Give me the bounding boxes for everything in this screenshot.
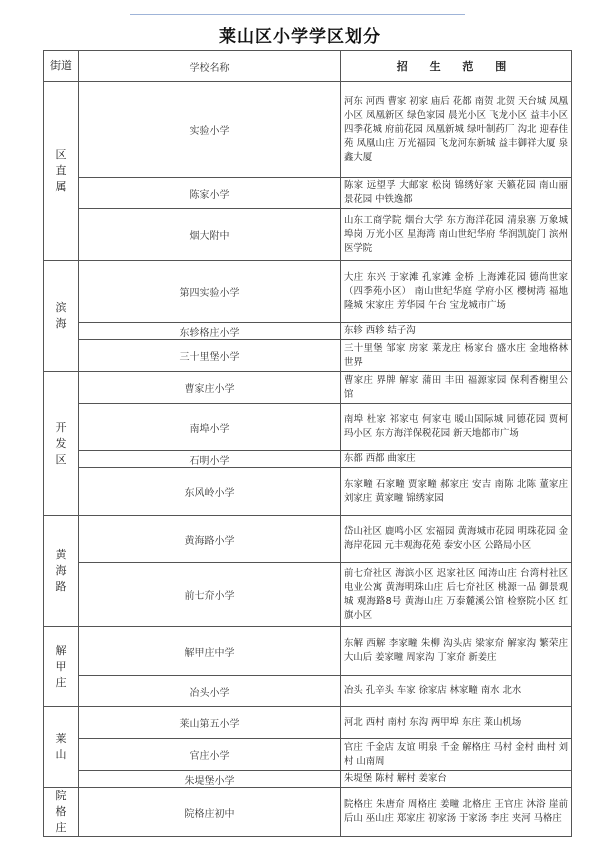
school-name: 第四实验小学 [79,261,341,323]
school-name: 院格庄初中 [79,788,341,837]
enrollment-range: 曹家庄 界牌 解家 蒲田 丰田 福源家园 保利香榭里公馆 [341,372,572,404]
school-name: 前七夼小学 [79,563,341,627]
table-row [44,739,572,771]
school-name: 南埠小学 [79,404,341,451]
table-row [44,468,572,516]
school-name: 实验小学 [79,82,341,178]
enrollment-range: 大庄 东兴 于家滩 孔家滩 金桥 上海滩花园 德尚世家（四季苑小区） 南山世纪华庭 学府小区 樱树湾 福地隆城 宋家庄 芳华园 午台 宝龙城市广场 [341,261,572,323]
district-cell [44,627,79,707]
school-name: 官庄小学 [79,739,341,771]
enrollment-range: 南埠 杜家 祁家屯 何家屯 暖山国际城 同德花园 贾柯玛小区 东方海洋保税花园 新天地都市广场 [341,404,572,451]
school-district-table [43,50,572,837]
top-rule [130,14,465,15]
table-row [44,627,572,676]
table-row [44,82,572,178]
school-name: 陈家小学 [79,178,341,209]
table-row [44,676,572,707]
table-row [44,771,572,788]
enrollment-range: 河北 西村 南村 东沟 两甲埠 东庄 莱山机场 [341,707,572,739]
enrollment-range: 三十里堡 邹家 房家 莱龙庄 杨家台 盛水庄 金地格林世界 [341,340,572,372]
table-row [44,323,572,340]
district-name: 院格庄 [55,789,67,834]
district-cell [44,82,79,261]
enrollment-range: 前七夼社区 海滨小区 迟家社区 闻涛山庄 台湾村社区 电业公寓 黄海明珠山庄 后七夼社区 桃源一品 御景观城 观海路8号 黄海山庄 万泰麓溪公馆 检察院小区 红旗小区 [341,563,572,627]
school-name: 石明小学 [79,451,341,468]
enrollment-range: 官庄 千金店 友谊 明泉 千金 解格庄 马村 金村 曲村 刘村 山南周 [341,739,572,771]
enrollment-range: 东家疃 石家疃 贾家疃 郝家庄 安吉 南陈 北陈 董家庄 刘家庄 黄家疃 锦绣家园 [341,468,572,516]
district-name: 黄海路 [55,548,67,593]
enrollment-range: 东都 西都 曲家庄 [341,451,572,468]
table-row [44,178,572,209]
table-row [44,372,572,404]
district-name: 区直属 [55,148,67,193]
table-row [44,209,572,261]
district-cell [44,372,79,516]
district-cell [44,707,79,788]
table-row [44,451,572,468]
table-row [44,516,572,563]
district-name: 解甲庄 [55,643,67,689]
school-name: 解甲庄中学 [79,627,341,676]
table-row [44,404,572,451]
header-enrollment-range: 招 生 范 围 [341,51,572,82]
header-street-text: 街道 [50,59,72,72]
enrollment-range: 陈家 远望孚 大邮家 松岗 锦绣好家 天籁花园 南山丽景花园 中铁逸都 [341,178,572,209]
enrollment-range: 冶头 孔辛头 车家 徐家店 林家疃 南水 北水 [341,676,572,707]
table-row [44,261,572,323]
school-name: 朱堤堡小学 [79,771,341,788]
district-name: 开发区 [55,420,67,466]
page-title: 莱山区小学学区划分 [219,27,381,47]
district-cell [44,788,79,837]
school-name: 东风岭小学 [79,468,341,516]
school-name: 曹家庄小学 [79,372,341,404]
school-name: 莱山第五小学 [79,707,341,739]
district-cell [44,516,79,627]
school-name: 东轸格庄小学 [79,323,341,340]
district-name: 滨海 [55,301,67,330]
enrollment-range: 河东 河西 曹家 初家 庙后 花都 南贺 北贺 天台城 凤凰小区 凤凰新区 绿色家园 晨光小区 飞龙小区 益丰小区 四季花城 府前花园 凤凰新城 绿叶制药厂 沟北 迎春佳苑 凤凰山庄 万光福园 飞龙河东新城 益丰御祥大厦 泉鑫大厦 [341,82,572,178]
district-name: 莱山 [55,732,67,761]
table-row [44,788,572,837]
table-row [44,563,572,627]
header-street [44,51,79,82]
enrollment-range: 东解 西解 李家疃 朱柳 沟头店 梁家夼 解家沟 繁荣庄 大山后 姜家疃 周家沟 丁家夼 新姜庄 [341,627,572,676]
enrollment-range: 岱山社区 鹿鸣小区 宏福园 黄海城市花园 明珠花园 金海岸花园 元丰观海花苑 泰安小区 公路局小区 [341,516,572,563]
enrollment-range: 院格庄 朱唐夼 周格庄 姜疃 北格庄 王官庄 沐浴 崖前 后山 巫山庄 郑家庄 初家汤 于家汤 李庄 夹河 马格庄 [341,788,572,837]
school-name: 三十里堡小学 [79,340,341,372]
table-row [44,340,572,372]
school-name: 黄海路小学 [79,516,341,563]
school-name: 烟大附中 [79,209,341,261]
enrollment-range: 朱堤堡 陈村 解村 姜家台 [341,771,572,788]
district-cell [44,261,79,372]
header-school-name: 学校名称 [79,51,341,82]
school-name: 冶头小学 [79,676,341,707]
enrollment-range: 山东工商学院 烟台大学 东方海洋花园 清泉寨 万象城 埠岗 万光小区 星海湾 南山世纪华府 华润凯旋门 滨州医学院 [341,209,572,261]
header-row [44,51,572,82]
enrollment-range: 东轸 西轸 结子沟 [341,323,572,340]
table-row [44,707,572,739]
